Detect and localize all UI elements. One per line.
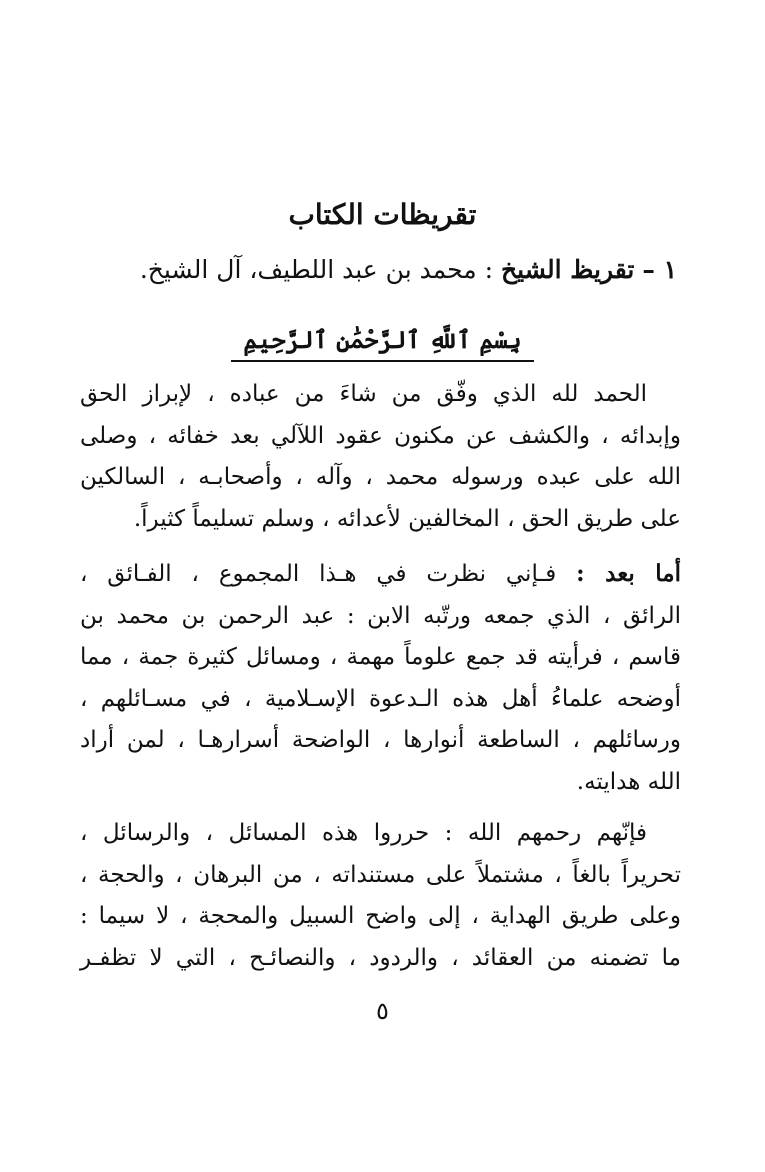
paragraph-line: الله على عبده ورسوله محمد ، وآله ، وأصحابـه ، السالكين xyxy=(80,464,681,490)
paragraph-line: قاسم ، فرأيته قد جمع علوماً مهمة ، ومسائل كثيرة جمة ، مما xyxy=(80,644,681,670)
basmala-text: بِسْمِ ٱللَّهِ ٱلرَّحْمَٰنِ ٱلرَّحِيمِ xyxy=(231,322,533,362)
paragraph-first-line xyxy=(80,553,681,596)
paragraph-line: الرائق ، الذي جمعه ورتّبه الابن : عبد الرحمن بن محمد بن xyxy=(80,602,681,629)
paragraph-line: فإنّهم رحمهم الله : حرروا هذه المسائل ، والرسائل ، xyxy=(80,820,647,846)
paragraph-line: أوضحه علماءُ أهل هذه الـدعوة الإسـلامية ، في مسـائلهم ، xyxy=(80,685,681,712)
paragraph-line: وإبدائه ، والكشف عن مكنون عقود اللآلي بعد خفائه ، وصلى xyxy=(80,422,681,449)
paragraph-line: تحريراً بالغاً ، مشتملاً على مستنداته ، من البرهان ، والحجة ، xyxy=(80,861,681,888)
paragraph-line: الحمد لله الذي وفّق من شاءَ من عباده ، لإبراز الحق xyxy=(80,381,647,407)
section-label: تقريظ الشيخ xyxy=(501,255,635,284)
paragraph-3 xyxy=(80,813,681,979)
basmala xyxy=(0,322,765,362)
paragraph-line: ما تضمنه من العقائد ، والردود ، والنصائـح ، التي لا تظفـر xyxy=(80,944,681,971)
section-number: ١ – xyxy=(642,255,677,284)
paragraph-1 xyxy=(80,374,681,540)
paragraph-lead: أما بعد : xyxy=(576,560,682,587)
paragraph-line-text: فـإني نظرت في هـذا المجموع ، الفـائق ، xyxy=(80,561,557,587)
section-author-name: محمد بن عبد اللطيف، آل الشيخ. xyxy=(139,255,477,284)
page-number: ٥ xyxy=(376,997,389,1025)
page-title: تقريظات الكتاب xyxy=(288,198,477,231)
section-colon: : xyxy=(484,255,494,284)
paragraph-line: الله هدايته. xyxy=(576,768,681,795)
paragraph-line: وعلى طريق الهداية ، إلى واضح السبيل والمحجة ، لا سيما : xyxy=(80,903,681,929)
paragraph-line: ورسائلهم ، الساطعة أنوارها ، الواضحة أسرارهـا ، لمن أراد xyxy=(80,727,681,753)
paragraph-2 xyxy=(80,553,681,803)
paragraph-line: على طريق الحق ، المخالفين لأعدائه ، وسلم تسليماً كثيراً. xyxy=(133,505,681,532)
section-heading xyxy=(80,250,677,290)
